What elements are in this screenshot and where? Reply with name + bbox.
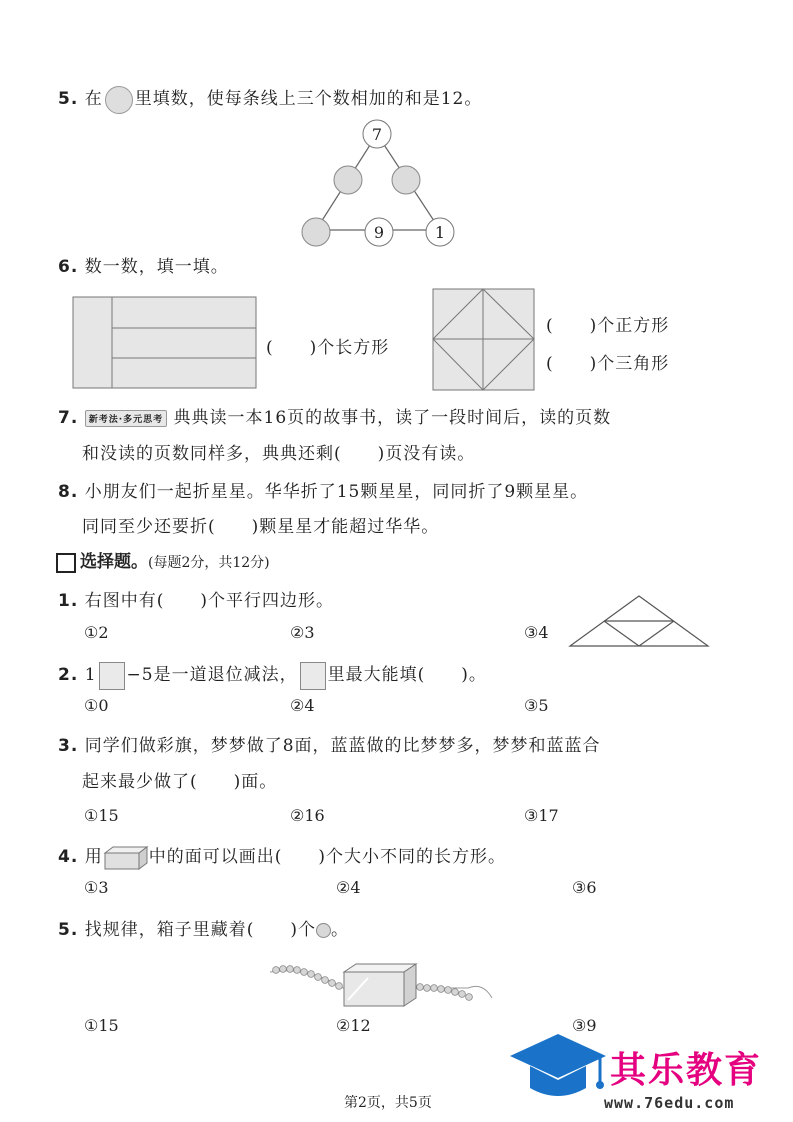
q7-text-line2: 和没读的页数同样多，典典还剩( )页没有读。 (82, 444, 476, 464)
c1-option-2[interactable]: ②3 (290, 623, 315, 642)
c4-number: 4. (58, 847, 79, 867)
c5-bead-string-box (268, 960, 494, 1010)
c5-option-2[interactable]: ②12 (336, 1016, 371, 1035)
q5-number: 5. (58, 89, 79, 109)
c3-text-line1: 同学们做彩旗，梦梦做了8面，蓝蓝做的比梦梦多，梦梦和蓝蓝合 (84, 736, 601, 756)
q5-circle-right[interactable] (392, 166, 420, 194)
q7-text-line1: 典典读一本16页的故事书，读了一段时间后，读的页数 (173, 408, 612, 428)
c2-number: 2. (58, 665, 79, 685)
c4-option-1[interactable]: ①3 (84, 878, 109, 897)
c3-line1 (58, 731, 601, 756)
bead-chain-right (417, 984, 473, 1001)
q5-right-value: 1 (434, 223, 446, 242)
q8-line1 (58, 477, 588, 502)
c2-text-c: 里最大能填( )。 (327, 665, 487, 685)
q5-circle-bottom-left[interactable] (302, 218, 330, 246)
page-footer: 第2页，共5页 (344, 1095, 432, 1111)
c2-option-3[interactable]: ③5 (524, 696, 549, 715)
c1-option-1[interactable]: ①2 (84, 623, 109, 642)
q5-triangle-diagram (290, 112, 470, 252)
c3-number: 3. (58, 736, 79, 756)
brand-name: 其乐教育 (610, 1050, 763, 1091)
q5-circle-left[interactable] (334, 166, 362, 194)
q6-rectangle-figure (72, 296, 258, 390)
q5-text-b: 里填数，使每条线上三个数相加的和是12。 (134, 89, 483, 109)
q8-number: 8. (58, 482, 79, 502)
q5-mid-value: 9 (373, 223, 385, 242)
c1-number: 1. (58, 591, 79, 611)
c2-option-1[interactable]: ①0 (84, 696, 109, 715)
c5-option-3[interactable]: ③9 (572, 1016, 597, 1035)
q6-triangle-blank[interactable]: ( )个三角形 (546, 354, 670, 374)
section-two-icon (56, 553, 76, 573)
q8-text-line2: 同同至少还要折( )颗星星才能超过华华。 (82, 517, 440, 537)
section-note: (每题2分，共12分) (148, 555, 270, 571)
q6-square-blank[interactable]: ( )个正方形 (546, 316, 670, 336)
q6-rect-blank[interactable]: ( )个长方形 (266, 338, 390, 358)
c1-text: 右图中有( )个平行四边形。 (84, 591, 334, 611)
q7-line1 (58, 403, 611, 428)
c5-text-a: 找规律，箱子里藏着( )个 (84, 920, 316, 940)
blank-box-icon (99, 662, 125, 690)
cuboid-icon (103, 845, 149, 871)
q5-text-a: 在 (84, 89, 103, 109)
c5-number: 5. (58, 920, 79, 940)
blank-circle-icon (105, 86, 133, 114)
q5-top-value: 7 (371, 125, 383, 144)
blank-box-icon (300, 662, 326, 690)
q6-number: 6. (58, 257, 79, 277)
badge-main: 新考法 (88, 415, 119, 425)
q5-line (58, 84, 482, 114)
hidden-box-icon (344, 964, 416, 1006)
c5-option-1[interactable]: ①15 (84, 1016, 119, 1035)
c2-line (58, 660, 487, 690)
c3-text-line2: 起来最少做了( )面。 (82, 772, 278, 792)
q6-text: 数一数，填一填。 (84, 257, 229, 277)
bead-chain-left (273, 966, 343, 990)
c1-parallelogram-figure (568, 594, 710, 648)
c2-text-b: −5是一道退位减法， (126, 665, 298, 685)
q7-number: 7. (58, 408, 79, 428)
graduation-cap-icon (508, 1030, 608, 1110)
c3-option-1[interactable]: ①15 (84, 806, 119, 825)
c1-line (58, 586, 334, 611)
q6-square-figure (432, 288, 536, 392)
c2-text-a: 1 (84, 665, 97, 685)
c3-option-2[interactable]: ②16 (290, 806, 325, 825)
section-title: 选择题。 (80, 552, 148, 572)
c4-line (58, 842, 506, 871)
c4-text-a: 用 (84, 847, 103, 867)
c4-option-2[interactable]: ②4 (336, 878, 361, 897)
q8-text-line1: 小朋友们一起折星星。华华折了15颗星星，同同折了9颗星星。 (84, 482, 589, 502)
bead-icon (316, 923, 331, 938)
c5-text-b: 。 (330, 920, 349, 940)
new-method-badge (85, 410, 167, 427)
badge-sub: ·多元思考 (118, 415, 164, 425)
brand-url[interactable]: www.76edu.com (604, 1094, 735, 1112)
c1-option-3[interactable]: ③4 (524, 623, 549, 642)
q6-line (58, 252, 229, 277)
c3-option-3[interactable]: ③17 (524, 806, 559, 825)
c4-option-3[interactable]: ③6 (572, 878, 597, 897)
c2-option-2[interactable]: ②4 (290, 696, 315, 715)
c4-text-b: 中的面可以画出( )个大小不同的长方形。 (148, 847, 506, 867)
c5-line (58, 915, 349, 940)
section-header (56, 547, 270, 573)
